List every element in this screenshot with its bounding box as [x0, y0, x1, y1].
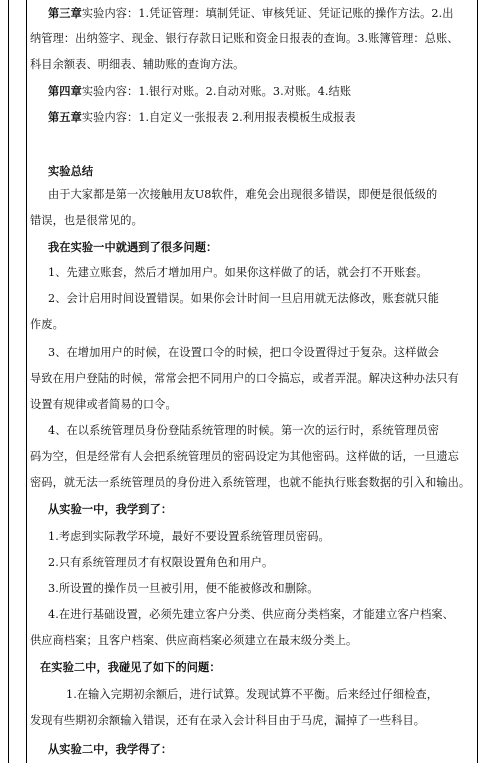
- chapter-4-line: 第四章实验内容：1.银行对账。2.自动对账。3.对账。4.结账: [48, 84, 352, 98]
- chapter-3-line-1: 第三章实验内容：1.凭证管理：填制凭证、审核凭证、凭证记账的操作方法。2.出: [48, 6, 454, 20]
- exp2-learned-heading: 从实验二中，我学得了：: [48, 742, 173, 756]
- exp1-problem-4b: 码为空，但是经常有人会把系统管理员的密码设定为其他密码。这样做的话，一旦遗忘: [30, 450, 459, 463]
- exp1-learned-2: 2.只有系统管理员才有权限设置角色和用户。: [48, 556, 274, 569]
- table-border-column: [26, 0, 27, 763]
- exp2-problem-1a: 1.在输入完期初余额后，进行试算。发现试算不平衡。后来经过仔细检查，: [66, 688, 439, 701]
- summary-heading: 实验总结: [48, 164, 94, 178]
- exp2-problem-1b: 发现有些期初余额输入错误，还有在录入会计科目由于马虎，漏掉了一些科目。: [30, 714, 426, 727]
- summary-intro-line-1: 由于大家都是第一次接触用友U8软件，难免会出现很多错误，即便是很低级的: [48, 188, 438, 201]
- exp1-problem-2b: 作废。: [30, 318, 64, 331]
- chapter-3-line-2: 纳管理：出纳签字、现金、银行存款日记账和资金日报表的查询。3.账簿管理：总账、: [30, 32, 459, 45]
- exp1-learned-4b: 供应商档案；且客户档案、供应商档案必须建立在最末级分类上。: [30, 634, 358, 647]
- exp1-problem-1: 1、先建立账套，然后才增加用户。如果你这样做了的话，就会打不开账套。: [48, 266, 428, 279]
- exp1-problem-3c: 设置有规律或者简易的口令。: [30, 398, 177, 411]
- chapter-3-label: 第三章: [48, 6, 82, 20]
- exp1-problem-3b: 导致在用户登陆的时候，常常会把不同用户的口令搞忘，或者弄混。解决这种办法只有: [30, 372, 459, 385]
- table-border-left: [8, 0, 9, 763]
- chapter-3-line-3: 科目余额表、明细表、辅助账的查询方法。: [30, 58, 245, 71]
- exp1-problems-heading: 我在实验一中就遇到了很多问题：: [48, 240, 218, 254]
- chapter-5-line: 第五章实验内容：1.自定义一张报表 2.利用报表模板生成报表: [48, 110, 356, 124]
- chapter-4-label: 第四章: [48, 84, 82, 98]
- exp1-problem-4a: 4、在以系统管理员身份登陆系统管理的时候。第一次的运行时，系统管理员密: [48, 424, 439, 437]
- chapter-5-label: 第五章: [48, 110, 82, 124]
- exp1-learned-heading: 从实验一中，我学到了：: [48, 502, 173, 516]
- exp1-problem-3a: 3、在增加用户的时候，在设置口令的时候，把口令设置得过于复杂。这样做会: [48, 346, 439, 359]
- exp1-learned-1: 1.考虑到实际教学环境，最好不要设置系统管理员密码。: [48, 530, 330, 543]
- exp1-learned-4a: 4.在进行基础设置，必须先建立客户分类、供应商分类档案，才能建立客户档案、: [48, 608, 454, 621]
- exp1-learned-3: 3.所设置的操作员一旦被引用，便不能被修改和删除。: [48, 582, 319, 595]
- summary-intro-line-2: 错误，也是很常见的。: [30, 214, 143, 227]
- exp1-problem-2a: 2、会计启用时间设置错误。如果你会计时间一旦启用就无法修改，账套就只能: [48, 292, 439, 305]
- exp1-problem-4c: 密码，就无法一系统管理员的身份进入系统管理，也就不能执行账套数据的引入和输出。: [30, 476, 471, 489]
- exp2-problems-heading: 在实验二中，我碰见了如下的问题：: [40, 660, 221, 674]
